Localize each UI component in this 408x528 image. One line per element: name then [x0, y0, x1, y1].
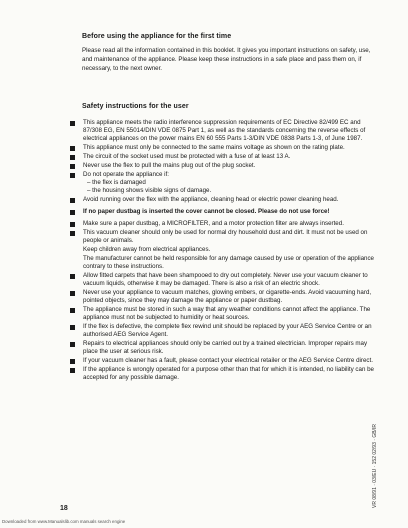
list-item: If your vacuum cleaner has a fault, please contact your electrical retailer or the AEG Service Centre direct. — [70, 357, 374, 365]
page-number: 18 — [60, 505, 68, 512]
plain-item: Keep children away from electrical appliances. — [83, 246, 211, 253]
bullet-icon — [70, 164, 75, 169]
bullet-icon — [70, 155, 75, 160]
list-item: Allow fitted carpets that have been shampooed to dry out completely. Never use your vacuum cleaner to vacuum liquids, otherwise it may be damaged. There is also a risk of an electric shock. — [70, 272, 374, 288]
bullet-icon — [70, 173, 75, 178]
warning-item: If no paper dustbag is inserted the cover cannot be closed. Please do not use force! — [70, 208, 374, 216]
heading-safety: Safety instructions for the user — [82, 103, 189, 110]
safety-list — [70, 119, 374, 383]
heading-first-use: Before using the appliance for the first time — [82, 33, 232, 40]
list-item: Never use your appliance to vacuum matches, glowing embers, or cigarette-ends. Avoid vacuuming hard, pointed objects, since they may damage the appliance or paper dustbag. — [70, 289, 374, 305]
bullet-icon — [70, 274, 75, 279]
bullet-icon — [70, 210, 75, 215]
bullet-icon — [70, 368, 75, 373]
plain-item: The manufacturer cannot be held responsible for any damage caused by use or operation of the appliance contrary to these instructions. — [83, 254, 374, 270]
list-item: This appliance must only be connected to the same mains voltage as shown on the rating plate. — [70, 144, 374, 152]
list-item: This vacuum cleaner should only be used for normal dry household dust and dirt. It must not be used on people or animals. — [70, 229, 374, 245]
bullet-icon — [70, 359, 75, 364]
sub-item: – the housing shows visible signs of damage. — [87, 187, 212, 194]
bullet-icon — [70, 198, 75, 203]
list-item: The circuit of the socket used must be protected with a fuse of at least 13 A. — [70, 153, 374, 161]
list-item: If the appliance is wrongly operated for a purpose other than that for which it is intended, no liability can be accepted for any possible damage. — [70, 366, 374, 382]
footer-source: Downloaded from www.Manualslib.com manuals search engine — [2, 519, 126, 524]
list-item: The appliance must be stored in such a way that any weather conditions cannot affect the appliance. The appliance must not be subjected to humidity or heat sources. — [70, 306, 374, 322]
bullet-icon — [70, 308, 75, 313]
sub-item: – the flex is damaged — [87, 178, 146, 186]
intro-paragraph: Please read all the information contained in this booklet. It gives you important instructions on safety, use, and maintenance of the appliance. Please keep these instructions in a safe place and pass them on, if necessary, to the next owner. — [82, 47, 371, 73]
bullet-icon — [70, 325, 75, 330]
list-item: This appliance meets the radio interference suppression requirements of EC Directive 82/499 EC and 87/308 EG, EN 55014/DIN VDE 0875 Part 1, as well as the standards concerning the reverse effects of electrical appliances on the power mains EN 60 555 Parts 1-3/DIN VDE 0838 Parts 1-3, of June 1987. — [70, 119, 374, 144]
list-item: If the flex is defective, the complete flex rewind unit should be replaced by your AEG Service Centre or an authorised AEG Service Agent. — [70, 323, 374, 339]
bullet-icon — [70, 342, 75, 347]
list-item: Do not operate the appliance if: – the flex is damaged – the housing shows visible signs of damage. — [70, 171, 374, 196]
list-item: Never use the flex to pull the mains plug out of the plug socket. — [70, 162, 374, 170]
bullet-icon — [70, 231, 75, 236]
bullet-icon — [70, 121, 75, 126]
document-code: VR 08/91 · 03/EU · 152 02/93 · GB/IR — [372, 424, 378, 508]
list-item: Make sure a paper dustbag, a MICROFILTER, and a motor protection filter are always inserted. — [70, 220, 374, 228]
bullet-icon — [70, 222, 75, 227]
bullet-icon — [70, 291, 75, 296]
list-item: Avoid running over the flex with the appliance, cleaning head or electric power cleaning head. — [70, 196, 374, 204]
list-item: Repairs to electrical appliances should only be carried out by a trained electrician. Improper repairs may place the user at serious risk. — [70, 340, 374, 356]
bullet-icon — [70, 146, 75, 151]
